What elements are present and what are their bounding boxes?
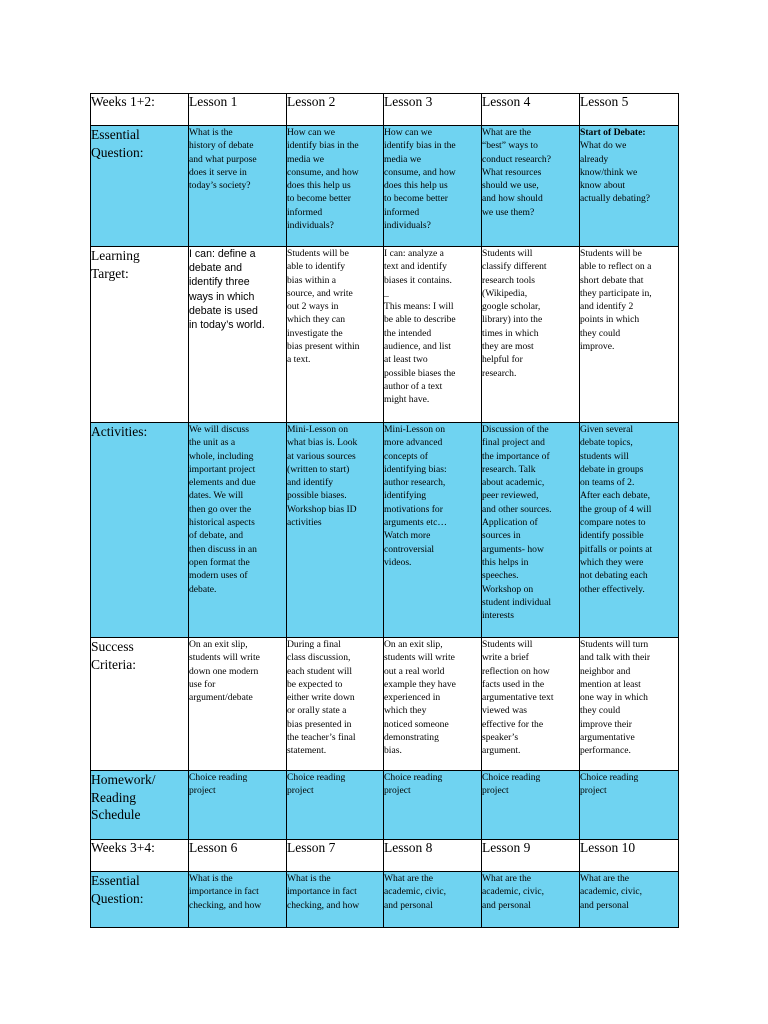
cell-text-line: Schedule [91,807,141,822]
lesson-header: Lesson 8 [384,840,482,872]
cell-text-line: students will [580,450,629,462]
cell-text-line: classify different [482,261,547,273]
table-cell [384,638,482,771]
cell-text-line: Reading [91,789,136,805]
cell-text-line: other effectively. [580,583,645,595]
table-cell [482,247,580,423]
cell-text-line: argumentative text [482,692,554,704]
cell-text-line: pitfalls or points at [580,543,653,555]
cell-text-line: dates. We will [189,490,244,502]
cell-text-line: What are the [384,873,434,884]
cell-text-line: identifying [384,490,427,502]
table-cell [482,126,580,247]
cell-text-line: does it serve in [189,166,247,178]
cell-text-line: and other sources. [482,503,552,515]
cell-text-line: activities [287,517,322,529]
essential-question-row [91,126,679,247]
cell-text-line: Essential [91,873,140,888]
cell-text-line: (written to start) [287,463,350,475]
cell-text-line: bias present within [287,341,360,353]
cell-text-line: Question: [91,890,144,906]
table-cell [384,872,482,928]
cell-text-line: neighbor and [580,665,631,677]
lesson-plan-table [90,93,679,928]
table-cell [287,872,384,928]
cell-text-line: does this help us [384,180,448,192]
cell-text-line: informed [384,206,420,218]
table-cell [189,638,287,771]
cell-text-line: improve. [580,341,615,353]
cell-text-line: Start of Debate: [580,127,646,138]
cell-text-line: effective for the [482,718,544,730]
cell-text-line: What is the [287,873,331,884]
cell-text-line: and personal [580,899,629,911]
cell-text-line: today’s society? [189,180,251,192]
cell-text-line: know about [580,180,626,192]
cell-text-line: Students will [482,639,533,650]
cell-text-line: viewed was [482,705,528,717]
cell-text-line: debate is used [189,304,258,317]
cell-text-line: experienced in [384,692,441,704]
cell-text-line: speeches. [482,570,519,582]
cell-text-line: academic, civic, [482,886,545,898]
cell-text-line: project [189,785,216,797]
cell-text-line: and personal [482,899,531,911]
cell-text-line: bias. [384,745,402,757]
cell-text-line: investigate the [287,327,343,339]
cell-text-line: demonstrating [384,732,439,744]
cell-text-line: and personal [384,899,433,911]
cell-text-line: Mini-Lesson on [287,424,349,435]
cell-text-line: does this help us [287,180,351,192]
cell-text-line: know/think we [580,166,638,178]
table-cell [482,638,580,771]
cell-text-line: What is the [189,873,233,884]
cell-text-line: identifying bias: [384,463,447,475]
table-cell [384,247,482,423]
cell-text-line: On an exit slip, [189,639,248,650]
cell-text-line: they could [580,705,621,717]
cell-text-line: identify bias in the [384,140,456,152]
lesson-header: Lesson 7 [287,840,384,872]
cell-text-line: ways in which [189,290,255,303]
table-cell [384,423,482,638]
cell-text-line: Students will be [580,248,642,259]
cell-text-line: out a real world [384,665,445,677]
cell-text-line: then go over the [189,503,252,515]
cell-text-line: interests [482,610,514,622]
cell-text-line: one way in which [580,692,648,704]
cell-text-line: more advanced [384,437,443,449]
cell-text-line: checking, and how [287,899,360,911]
cell-text-line: Learning [91,248,140,263]
cell-text-line: importance in fact [287,886,357,898]
cell-text-line: points in which [580,314,640,326]
row-label [91,423,189,638]
cell-text-line: argument. [482,745,521,757]
table-cell [189,872,287,928]
cell-text-line: debate in groups [580,463,644,475]
cell-text-line: debate and [189,262,243,275]
cell-text-line: author research, [384,477,446,489]
cell-text-line: historical aspects [189,517,255,529]
cell-text-line: research. [482,367,517,379]
table-cell [384,126,482,247]
cell-text-line: the unit as a [189,437,236,449]
cell-text-line: What is the [189,127,233,138]
cell-text-line: Students will [482,248,533,259]
cell-text-line: What are the [580,873,630,884]
cell-text-line: After each debate, [580,490,651,502]
cell-text-line: Homework/ [91,772,156,787]
cell-text-line: the teacher’s final [287,732,356,744]
cell-text-line: controversial [384,543,435,555]
cell-text-line: the group of 4 will [580,503,652,515]
cell-text-line: Activities: [91,424,148,439]
cell-text-line: use for [189,678,216,690]
table-cell [580,126,679,247]
cell-text-line: Choice reading [384,772,443,783]
cell-text-line: “best” ways to [482,140,538,152]
table-cell [287,247,384,423]
cell-text-line: and identify [287,477,334,489]
cell-text-line: biases it contains. [384,274,452,286]
cell-text-line: source, and write [287,287,353,299]
cell-text-line: Choice reading [482,772,541,783]
table-cell [189,247,287,423]
table-cell [287,423,384,638]
table-cell [580,872,679,928]
cell-text-line: individuals? [287,220,334,232]
cell-text-line: consume, and how [287,166,359,178]
cell-text-line: argument/debate [189,692,253,704]
cell-text-line: author of a text [384,380,443,392]
cell-text-line: bias within a [287,274,337,286]
cell-text-line: able to identify [287,261,346,273]
cell-text-line: media we [384,153,422,165]
weeks-1-2-header-row [91,94,679,126]
cell-text-line: out 2 ways in [287,301,339,313]
cell-text-line: open format the [189,556,250,568]
lesson-header: Lesson 2 [287,94,384,126]
cell-text-line: Essential [91,127,140,142]
cell-text-line: argumentative [580,732,635,744]
cell-text-line: Students will turn [580,639,649,650]
cell-text-line: (Wikipedia, [482,287,528,299]
cell-text-line: arguments etc… [384,517,447,529]
table-cell [189,423,287,638]
table-cell [189,126,287,247]
cell-text-line: modern uses of [189,570,248,582]
cell-text-line: This means: I will [384,301,454,313]
cell-text-line: either write down [287,692,355,704]
cell-text-line: they are most [482,341,534,353]
cell-text-line: they could [580,327,621,339]
cell-text-line: library) into the [482,314,543,326]
cell-text-line: identify bias in the [287,140,359,152]
cell-text-line: already [580,153,609,165]
learning-target-row [91,247,679,423]
cell-text-line: sources in [482,530,521,542]
cell-text-line: to become better [287,193,351,205]
table-cell [580,423,679,638]
homework-row [91,771,679,840]
table-cell [580,771,679,840]
cell-text-line: down one modern [189,665,259,677]
cell-text-line: Watch more [384,530,431,542]
cell-text-line: informed [287,206,323,218]
cell-text-line: Criteria: [91,656,136,672]
row-label [91,771,189,840]
cell-text-line: project [482,785,509,797]
cell-text-line: then discuss in an [189,543,257,555]
cell-text-line: Question: [91,144,144,160]
cell-text-line: project [287,785,314,797]
cell-text-line: on teams of 2. [580,477,635,489]
cell-text-line: Success [91,639,134,654]
cell-text-line: should we use, [482,180,539,192]
cell-text-line: How can we [384,127,432,138]
lesson-header: Lesson 5 [580,94,679,126]
weeks-3-4-header-row [91,840,679,872]
cell-text-line: text and identify [384,261,447,273]
cell-text-line: not debating each [580,570,648,582]
cell-text-line: improve their [580,718,632,730]
table-cell [580,247,679,423]
cell-text-line: videos. [384,556,412,568]
cell-text-line: concepts of [384,450,428,462]
lesson-header: Lesson 3 [384,94,482,126]
cell-text-line: might have. [384,394,430,406]
lesson-header: Lesson 10 [580,840,679,872]
cell-text-line: What resources [482,166,542,178]
cell-text-line: actually debating? [580,193,651,205]
activities-row [91,423,679,638]
cell-text-line: arguments- how [482,543,544,555]
cell-text-line: helpful for [482,354,523,366]
weeks-label: Weeks 3+4: [91,840,189,872]
lesson-header: Lesson 1 [189,94,287,126]
lesson-header: Lesson 9 [482,840,580,872]
lesson-header: Lesson 6 [189,840,287,872]
cell-text-line: speaker’s [482,732,519,744]
cell-text-line: example they have [384,678,456,690]
cell-text-line: importance in fact [189,886,259,898]
cell-text-line: facts used in the [482,678,545,690]
cell-text-line: the importance of [482,450,550,462]
cell-text-line: Choice reading [189,772,248,783]
table-cell [189,771,287,840]
cell-text-line: Workshop bias ID [287,503,357,515]
cell-text-line: short debate that [580,274,644,286]
cell-text-line: to become better [384,193,448,205]
cell-text-line: identify three [189,276,250,289]
cell-text-line: they participate in, [580,287,652,299]
cell-text-line: academic, civic, [580,886,643,898]
table-cell [384,771,482,840]
cell-text-line: Given several [580,424,634,435]
cell-text-line: Choice reading [580,772,639,783]
cell-text-line: Discussion of the [482,424,549,435]
cell-text-line: checking, and how [189,899,262,911]
essential-question-row [91,872,679,928]
cell-text-line: conduct research? [482,153,551,165]
cell-text-line: research. Talk [482,463,536,475]
cell-text-line: students will write [189,652,260,664]
table-cell [482,423,580,638]
cell-text-line: of debate, and [189,530,244,542]
table-cell [482,872,580,928]
cell-text-line: What do we [580,140,627,152]
cell-text-line: which they [384,705,427,717]
cell-text-line: write a brief [482,652,529,664]
cell-text-line: compare notes to [580,517,646,529]
cell-text-line: be expected to [287,678,343,690]
cell-text-line: which they were [580,556,644,568]
cell-text-line: and what purpose [189,153,257,165]
cell-text-line: what bias is. Look [287,437,358,449]
cell-text-line: noticed someone [384,718,449,730]
cell-text-line: able to reflect on a [580,261,652,273]
row-label [91,247,189,423]
cell-text-line: student individual [482,596,552,608]
cell-text-line: media we [287,153,325,165]
cell-text-line: What are the [482,127,532,138]
cell-text-line: audience, and list [384,341,451,353]
cell-text-line: or orally state a [287,705,347,717]
cell-text-line: bias presented in [287,718,352,730]
cell-text-line: possible biases the [384,367,456,379]
cell-text-line: final project and [482,437,545,449]
lesson-header: Lesson 4 [482,94,580,126]
cell-text-line: Application of [482,517,538,529]
cell-text-line: we use them? [482,206,535,218]
cell-text-line: consume, and how [384,166,456,178]
cell-text-line: students will write [384,652,455,664]
cell-text-line: history of debate [189,140,254,152]
cell-text-line: about academic, [482,477,545,489]
cell-text-line: whole, including [189,450,254,462]
row-label [91,126,189,247]
success-criteria-row [91,638,679,771]
table-cell [287,126,384,247]
cell-text-line: possible biases. [287,490,347,502]
cell-text-line: _ [384,287,389,299]
table-cell [287,638,384,771]
table-cell [287,771,384,840]
row-label [91,872,189,928]
cell-text-line: Mini-Lesson on [384,424,446,435]
cell-text-line: During a final [287,639,341,650]
cell-text-line: Choice reading [287,772,346,783]
cell-text-line: We will discuss [189,424,249,435]
cell-text-line: and identify 2 [580,301,634,313]
cell-text-line: this helps in [482,556,529,568]
weeks-label: Weeks 1+2: [91,94,189,126]
cell-text-line: performance. [580,745,631,757]
cell-text-line: times in which [482,327,539,339]
cell-text-line: reflection on how [482,665,550,677]
cell-text-line: the intended [384,327,432,339]
cell-text-line: at least two [384,354,428,366]
cell-text-line: project [384,785,411,797]
cell-text-line: at various sources [287,450,356,462]
cell-text-line: I can: analyze a [384,248,444,259]
cell-text-line: How can we [287,127,335,138]
cell-text-line: class discussion, [287,652,351,664]
cell-text-line: Students will be [287,248,349,259]
cell-text-line: debate topics, [580,437,633,449]
cell-text-line: elements and due [189,477,256,489]
cell-text-line: Workshop on [482,583,534,595]
cell-text-line: I can: define a [189,248,256,260]
cell-text-line: google scholar, [482,301,541,313]
cell-text-line: On an exit slip, [384,639,443,650]
cell-text-line: each student will [287,665,353,677]
cell-text-line: What are the [482,873,532,884]
cell-text-line: identify possible [580,530,644,542]
cell-text-line: project [580,785,607,797]
cell-text-line: individuals? [384,220,431,232]
cell-text-line: which they can [287,314,346,326]
cell-text-line: important project [189,463,256,475]
cell-text-line: motivations for [384,503,443,515]
cell-text-line: a text. [287,354,311,366]
table-cell [580,638,679,771]
row-label [91,638,189,771]
cell-text-line: be able to describe [384,314,456,326]
cell-text-line: peer reviewed, [482,490,539,502]
cell-text-line: and talk with their [580,652,651,664]
cell-text-line: in today’s world. [189,319,265,332]
cell-text-line: and how should [482,193,543,205]
table-cell [482,771,580,840]
cell-text-line: research tools [482,274,536,286]
cell-text-line: mention at least [580,678,641,690]
cell-text-line: statement. [287,745,327,757]
cell-text-line: Target: [91,265,129,281]
cell-text-line: academic, civic, [384,886,447,898]
cell-text-line: debate. [189,583,217,595]
